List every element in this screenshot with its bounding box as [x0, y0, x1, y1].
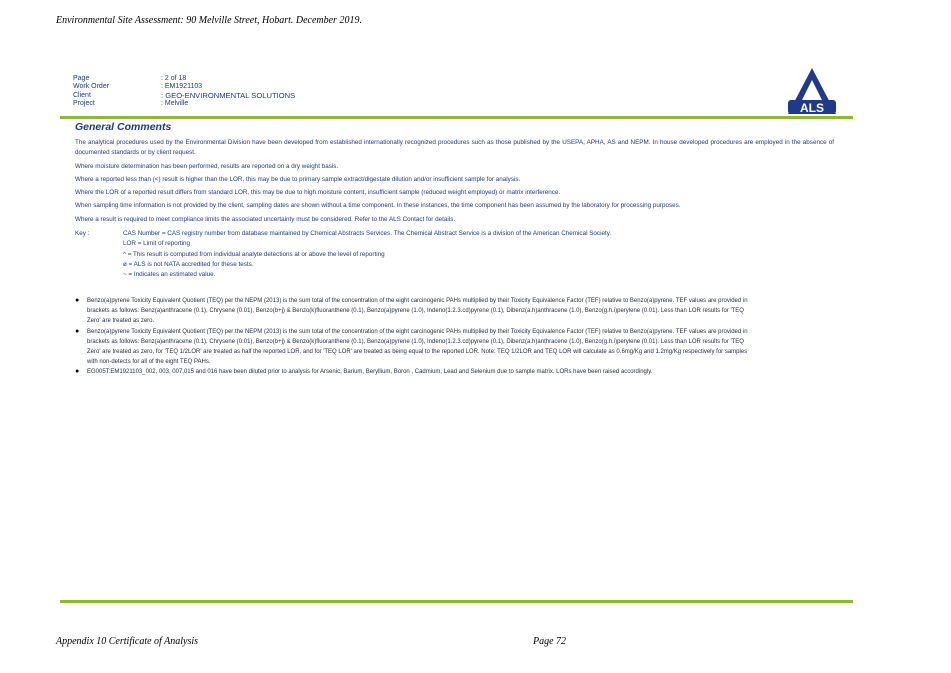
paragraph: When sampling time information is not provided by the client, sampling dates are shown without a time component. In these instances, the time component has been assumed by the laboratory for processing purposes. — [75, 202, 681, 210]
bullet-text: EG005T:EM1921103_002, 003, 007,015 and 016 have been diluted prior to analysis for Arsenic, Barium, Beryllium, Boron , Cadmium, Lead and Selenium due to sample matrix. LORs have been raised accordingly. — [87, 369, 653, 376]
logo-text: ALS — [800, 101, 824, 115]
meta-label: Work Order — [73, 83, 110, 91]
key-items — [123, 229, 611, 280]
header-rule — [60, 116, 853, 119]
key-label: Key : — [75, 230, 90, 238]
page-header: Environmental Site Assessment: 90 Melville Street, Hobart. December 2019. — [56, 15, 362, 26]
section-title: General Comments — [75, 121, 172, 133]
paragraph: The analytical procedures used by the Environmental Division have been developed from established internationally recognized procedures such as those published by the USEPA, APHA, AS and NEPM. In house developed procedures are employed in the absence of documented standards or by client request. — [75, 139, 834, 157]
paragraph: Where moisture determination has been performed, results are reported on a dry weight basis. — [75, 162, 339, 170]
key-item: ø = ALS is not NATA accredited for these tests. — [123, 260, 254, 268]
bullet-icon: ● — [75, 297, 80, 304]
notes-list — [75, 296, 755, 378]
paragraph: Where a reported less than (<) result is higher than the LOR, this may be due to primary sample extract/digestate dilution and/or insufficient sample for analysis. — [75, 175, 521, 183]
meta-label: Client — [73, 91, 91, 99]
key-section — [75, 229, 834, 280]
als-logo — [784, 66, 840, 118]
meta-row-project — [73, 100, 295, 108]
footer-page-number: Page 72 — [533, 636, 567, 647]
meta-label: Page — [73, 75, 90, 82]
bullet-icon: ● — [75, 368, 80, 376]
key-item: LOR = Limit of reporting — [123, 240, 191, 248]
footer-left: Appendix 10 Certificate of Analysis — [56, 636, 199, 647]
list-item — [75, 327, 755, 368]
bullet-text: Benzo(a)pyrene Toxicity Equivalent Quotient (TEQ) per the NEPM (2013) is the sum total of the concentration of the eight carcinogenic PAHs multiplied by their Toxicity Equivalence Factor (TEF) relative to Benzo(a)pyrene. TEF values are provided in brackets as follows: Benz(a)anthracene (0.1), Chrysene (0.01), Benzo(b+j) & Benzo(k)fluoranthene (0.1), Benzo(a)pyrene (1.0), Indeno(1.2.3.cd)pyrene (0.1), Dibenz(a.h)anthracene (1.0), Benzo(g.h.i)perylene (0.01). Less than LOR results for 'TEQ Zero' are treated as zero, for 'TEQ 1/2LOR' are treated as half the reported LOR, and for 'TEQ LOR' are treated as being equal to the reported LOR. Note: TEQ 1/2LOR and TEQ LOR will calculate as 0.6mg/Kg and 1.2mg/Kg respectively for samples with non-detects for all of the eight TEQ PAHs. — [87, 328, 748, 366]
meta-value: : Melville — [161, 99, 189, 107]
meta-label: Project — [73, 99, 95, 107]
list-item — [75, 296, 755, 327]
meta-row-client — [73, 92, 295, 100]
meta-value: : EM1921103 — [161, 83, 203, 91]
list-item — [75, 367, 755, 377]
paragraph: Where the LOR of a reported result differs from standard LOR, this may be due to high moisture content, insufficient sample (reduced weight employed) or matrix interference. — [75, 189, 561, 197]
key-item: ^ = This result is computed from individual analyte detections at or above the level of reporting — [123, 250, 385, 258]
bullet-icon: ● — [75, 327, 80, 335]
footer-rule — [60, 600, 853, 603]
report-meta — [73, 75, 295, 108]
paragraph: Where a result is required to meet compliance limits the associated uncertainty must be considered. Refer to the ALS Contact for details. — [75, 215, 456, 223]
meta-row-page — [73, 75, 295, 83]
bullet-text: Benzo(a)pyrene Toxicity Equivalent Quotient (TEQ) per the NEPM (2013) is the sum total of the concentration of the eight carcinogenic PAHs multiplied by their Toxicity Equivalence Factor (TEF) relative to Benzo(a)pyrene. TEF values are provided in brackets as follows: Benz(a)anthracene (0.1), Chrysene (0.01), Benzo(b+j) & Benzo(k)fluoranthene (0.1), Benzo(a)pyrene (1.0), Indeno(1.2.3.cd)pyrene (0.1), Dibenz(a.h)anthracene (1.0), Benzo(g.h.i)perylene (0.01). Less than LOR results for 'TEQ Zero' are treated as zero. — [87, 298, 748, 325]
meta-value: : GEO-ENVIRONMENTAL SOLUTIONS — [161, 90, 296, 100]
comments-body — [75, 138, 834, 281]
key-item: ~ = Indicates an estimated value. — [123, 271, 216, 279]
meta-value: : 2 of 18 — [161, 75, 187, 82]
key-item: CAS Number = CAS registry number from database maintained by Chemical Abstracts Services. The Chemical Abstract Service is a division of the American Chemical Society. — [123, 230, 612, 238]
